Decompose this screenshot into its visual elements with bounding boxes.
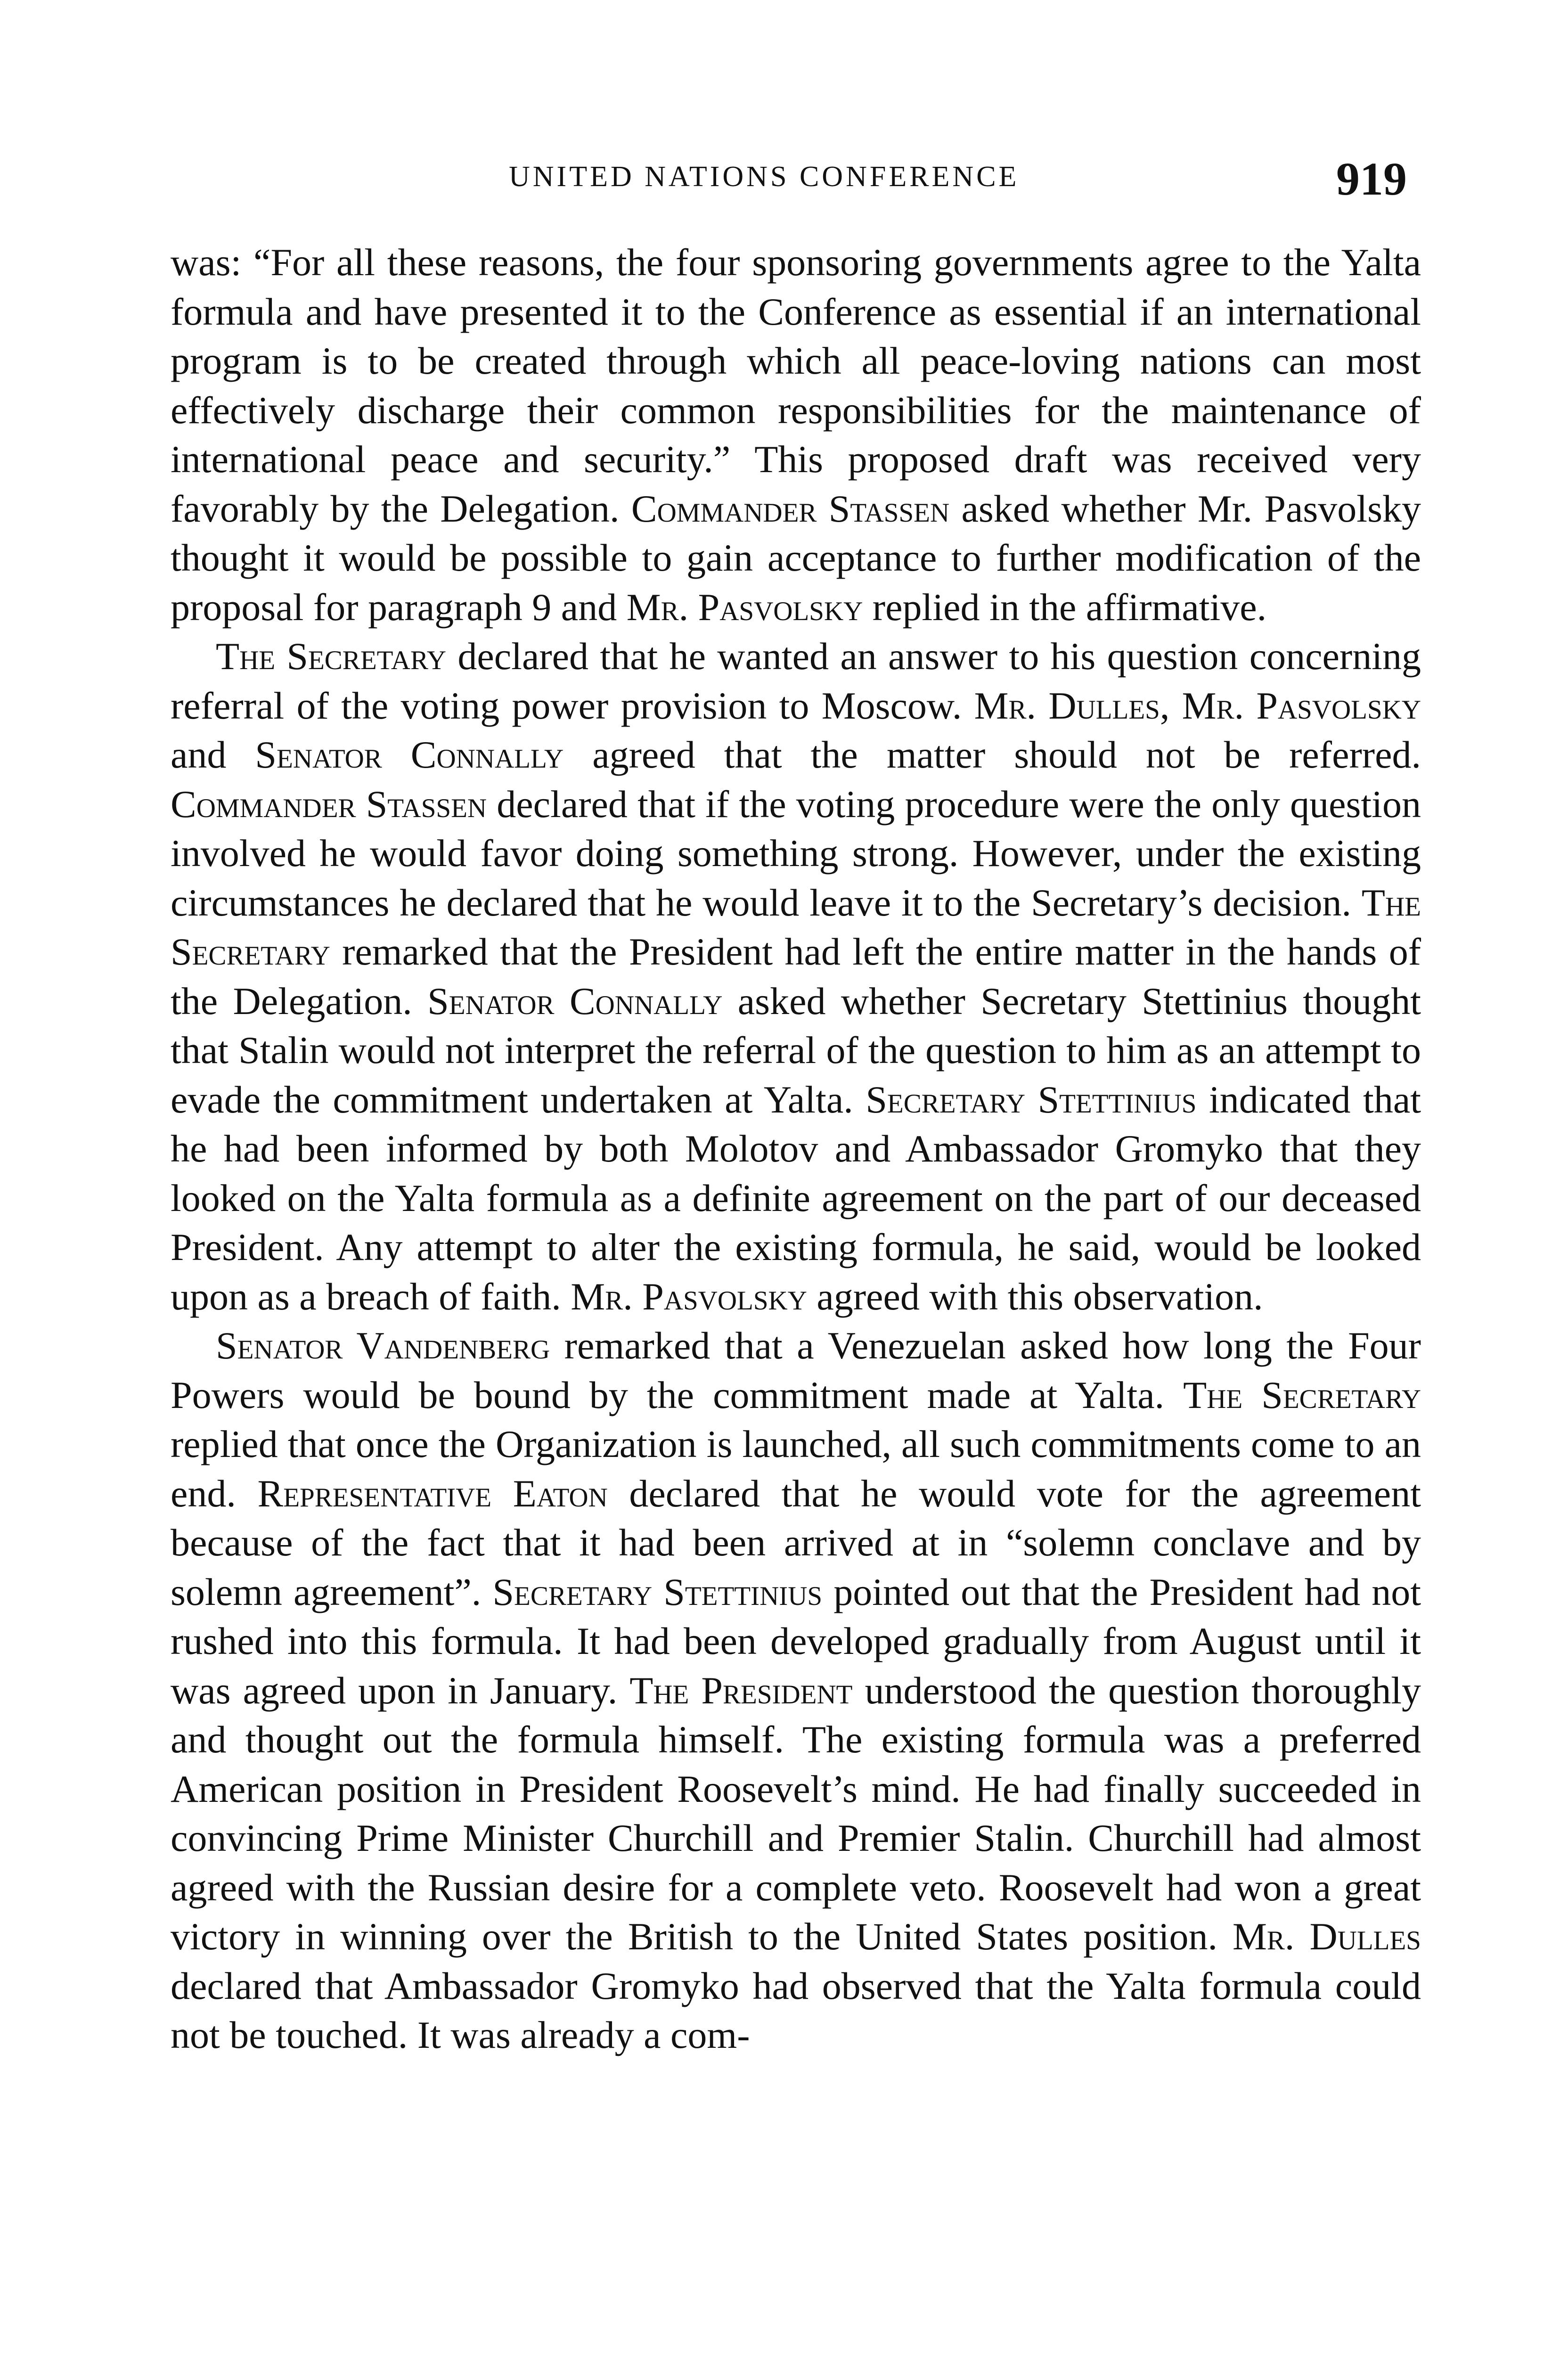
speaker-name: The Secretary (216, 635, 447, 678)
text-run: replied that once the Organization is launched, all such commitments come to an end. (171, 1423, 1421, 1515)
text-run: declared that he would vote for the agreement because of the fact that it had been arrived at in “solemn conclave and by solemn agreement”. (171, 1472, 1421, 1613)
speaker-name: Secretary Stettinius (866, 1078, 1197, 1121)
text-run: and (171, 733, 255, 776)
text-run: understood the question thoroughly and thought out the formula himself. The existing formula was a preferred American position in President Roosevelt’s mind. He had finally succeeded in convincing Prime Minister Churchill and Premier Stalin. Churchill had almost agreed with the Russian desire for a complete veto. Roosevelt had won a great victory in winning over the British to the United States position. (171, 1669, 1421, 1958)
body-text (171, 238, 1421, 2060)
text-run: was: “For all these reasons, the four sponsoring governments agree to the Yalta formula and have presented it to the Conference as essential if an international program is to be created through which all peace-loving nations can most effectively discharge their common responsibilities for the maintenance of international peace and security.” This proposed draft was received very favorably by the Delegation. (171, 241, 1421, 530)
speaker-name: Senator Vandenberg (216, 1324, 550, 1367)
speaker-name: Secretary Stettinius (492, 1570, 823, 1613)
running-header-title: UNITED NATIONS CONFERENCE (509, 161, 1020, 193)
speaker-name: Mr. Pasvolsky (571, 1275, 807, 1318)
text-run: pointed out that the President had not rushed into this formula. It had been developed gradually from August until it was agreed upon in January. (171, 1570, 1421, 1712)
speaker-name: Commander Stassen (631, 487, 950, 530)
page-number: 919 (1336, 153, 1407, 205)
text-run: agreed with this observation. (807, 1275, 1263, 1318)
text-run: agreed that the matter should not be referred. (564, 733, 1421, 776)
text-run: replied in the affirmative. (863, 585, 1267, 629)
text-run: asked whether Mr. Pasvolsky thought it would be possible to gain acceptance to further modification of the proposal for paragraph 9 and (171, 487, 1421, 629)
speaker-name: Commander Stassen (171, 782, 487, 826)
speaker-name: Mr. Dulles (974, 684, 1160, 727)
text-run: remarked that the President had left the entire matter in the hands of the Delegation. (171, 930, 1421, 1023)
speaker-name: Mr. Dulles (1233, 1915, 1421, 1958)
text-run: declared that he wanted an answer to his question concerning referral of the voting power provision to Moscow. (171, 635, 1421, 727)
text-run: declared that if the voting procedure were the only question involved he would favor doing something strong. However, under the existing circumstances he declared that he would leave it to the Secretary’s decision. (171, 782, 1421, 924)
text-run: , (1160, 684, 1182, 727)
speaker-name: Senator Connally (427, 979, 723, 1023)
speaker-name: The President (629, 1669, 853, 1712)
speaker-name: The Secretary (171, 881, 1421, 973)
speaker-name: Mr. Pasvolsky (626, 585, 863, 629)
speaker-name: Senator Connally (255, 733, 564, 776)
paragraph-1 (171, 238, 1421, 632)
text-run: declared that Ambassador Gromyko had observed that the Yalta formula could not be touched. It was already a com- (171, 1964, 1421, 2056)
paragraph-2 (171, 632, 1421, 1321)
speaker-name: The Secretary (1183, 1373, 1421, 1416)
paragraph-3 (171, 1321, 1421, 2060)
text-run: asked whether Secretary Stettinius thought that Stalin would not interpret the referral of the question to him as an attempt to evade the commitment undertaken at Yalta. (171, 979, 1421, 1121)
text-run: remarked that a Venezuelan asked how long the Four Powers would be bound by the commitment made at Yalta. (171, 1324, 1421, 1416)
speaker-name: Representative Eaton (257, 1472, 608, 1515)
text-run: indicated that he had been informed by both Molotov and Ambassador Gromyko that they looked on the Yalta formula as a definite agreement on the part of our deceased President. Any attempt to alter the existing formula, he said, would be looked upon as a breach of faith. (171, 1078, 1421, 1318)
speaker-name: Mr. Pasvolsky (1182, 684, 1421, 727)
